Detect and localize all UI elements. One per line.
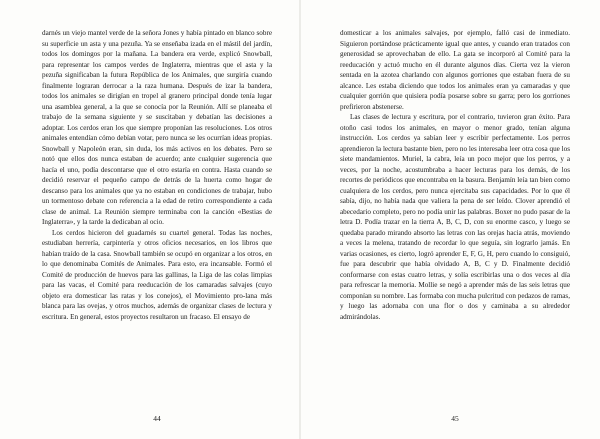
left-page-number: 44 <box>153 414 161 423</box>
left-page-paragraph-2: Los cerdos hicieron del guadarnés su cuartel general. Todas las noches, estudiaban herrería, carpintería y otros oficios necesarios, en los libros que habían traído de la casa. Snowball también se ocupó en organizar a los otros, en lo que denominaba Comités de Animales. Para esto, era incansable. Formó el Comité de producción de huevos para las gallinas, la Liga de las colas limpias para las vacas, el Comité para reeducación de los camaradas salvajes (cuyo objeto era domesticar las ratas y los conejos), el Movimiento pro-lana más blanca para las ovejas, y otros muchos, además de organizar clases de lectura y escritura. En general, estos proyectos resultaron un fracaso. El ensayo de <box>42 228 272 321</box>
right-page-number: 45 <box>451 414 459 423</box>
right-page <box>340 28 570 322</box>
left-page <box>42 28 272 322</box>
book-gutter <box>299 0 301 439</box>
right-page-paragraph-1: domesticar a los animales salvajes, por ejemplo, falló casi de inmediato. Siguieron portándose prácticamente igual que antes, y cuando eran tratados con generosidad se aprovechaban de ello. La gata se incorporó al Comité para la reeducación y actuó mucho en él durante algunos días. Cierta vez la vieron sentada en la azotea charlando con algunos gorriones que estaban fuera de su alcance. Les estaba diciendo que todos los animales eran ya camaradas y que cualquier gorrión que quisiera podía posarse sobre su garra; pero los gorriones prefirieron abstenerse. <box>340 29 570 111</box>
left-page-paragraph-1: darnés un viejo mantel verde de la señora Jones y había pintado en blanco sobre su superficie un asta y una pezuña. Ya se enseñaba izada en el mástil del jardín, todos los domingos por la mañana. La bandera era verde, explicó Snowball, para representar los campos verdes de Inglaterra, mientras que el asta y la pezuña significaban la futura República de los Animales, que surgiría cuando finalmente lograran derrocar a la raza humana. Después de izar la bandera, todos los animales se dirigían en tropel al granero principal donde tenía lugar una asamblea general, a la que se conocía por la Reunión. Allí se planeaba el trabajo de la semana siguiente y se suscitaban y debatían las decisiones a adoptar. Los cerdos eran los que siempre proponían las resoluciones. Los otros animales entendían cómo debían votar, pero nunca se les ocurrían ideas propias. Snowball y Napoleón eran, sin duda, los más activos en los debates. Pero se notó que ellos dos nunca estaban de acuerdo; ante cualquier sugerencia que hacía el uno, podía descontarse que el otro estaría en contra. Hasta cuando se decidió reservar el pequeño campo de detrás de la huerta como hogar de descanso para los animales que ya no estaban en condiciones de trabajar, hubo un tormentoso debate con referencia a la edad de retiro correspondiente a cada clase de animal. La Reunión siempre terminaba con la canción «Bestias de Inglaterra», y la tarde la dedicaban al ocio. <box>42 29 272 226</box>
right-page-paragraph-2: Las clases de lectura y escritura, por el contrario, tuvieron gran éxito. Para otoño casi todos los animales, en mayor o menor grado, tenían alguna instrucción. Los cerdos ya sabían leer y escribir perfectamente. Los perros aprendieron la lectura bastante bien, pero no les interesaba leer otra cosa que los siete mandamientos. Muriel, la cabra, leía un poco mejor que los perros, y a veces, por la noche, acostumbraba a hacer lecturas para los demás, de los recortes de periódicos que encontraba en la basura. Benjamín leía tan bien como cualquiera de los cerdos, pero nunca ejercitaba sus capacidades. Por lo que él sabía, dijo, no había nada que valiera la pena de ser leído. Clover aprendió el abecedario completo, pero no podía unir las palabras. Boxer no pudo pasar de la letra D. Podía trazar en la tierra A, B, C, D, con su enorme casco, y luego se quedaba parado mirando absorto las letras con las orejas hacia atrás, moviendo a veces la melena, tratando de recordar lo que seguía, sin lograrlo jamás. En varias ocasiones, es cierto, logró aprender E, F, G, H, pero cuando lo consiguió, fue para descubrir que había olvidado A, B, C y D. Finalmente decidió conformarse con estas cuatro letras, y solía escribirlas una o dos veces al día para refrescar la memoria. Mollie se negó a aprender más de las seis letras que componían su nombre. Las formaba con mucha pulcritud con pedazos de ramas, y luego las adornaba con una flor o dos y caminaba a su alrededor admirándolas. <box>340 113 570 321</box>
